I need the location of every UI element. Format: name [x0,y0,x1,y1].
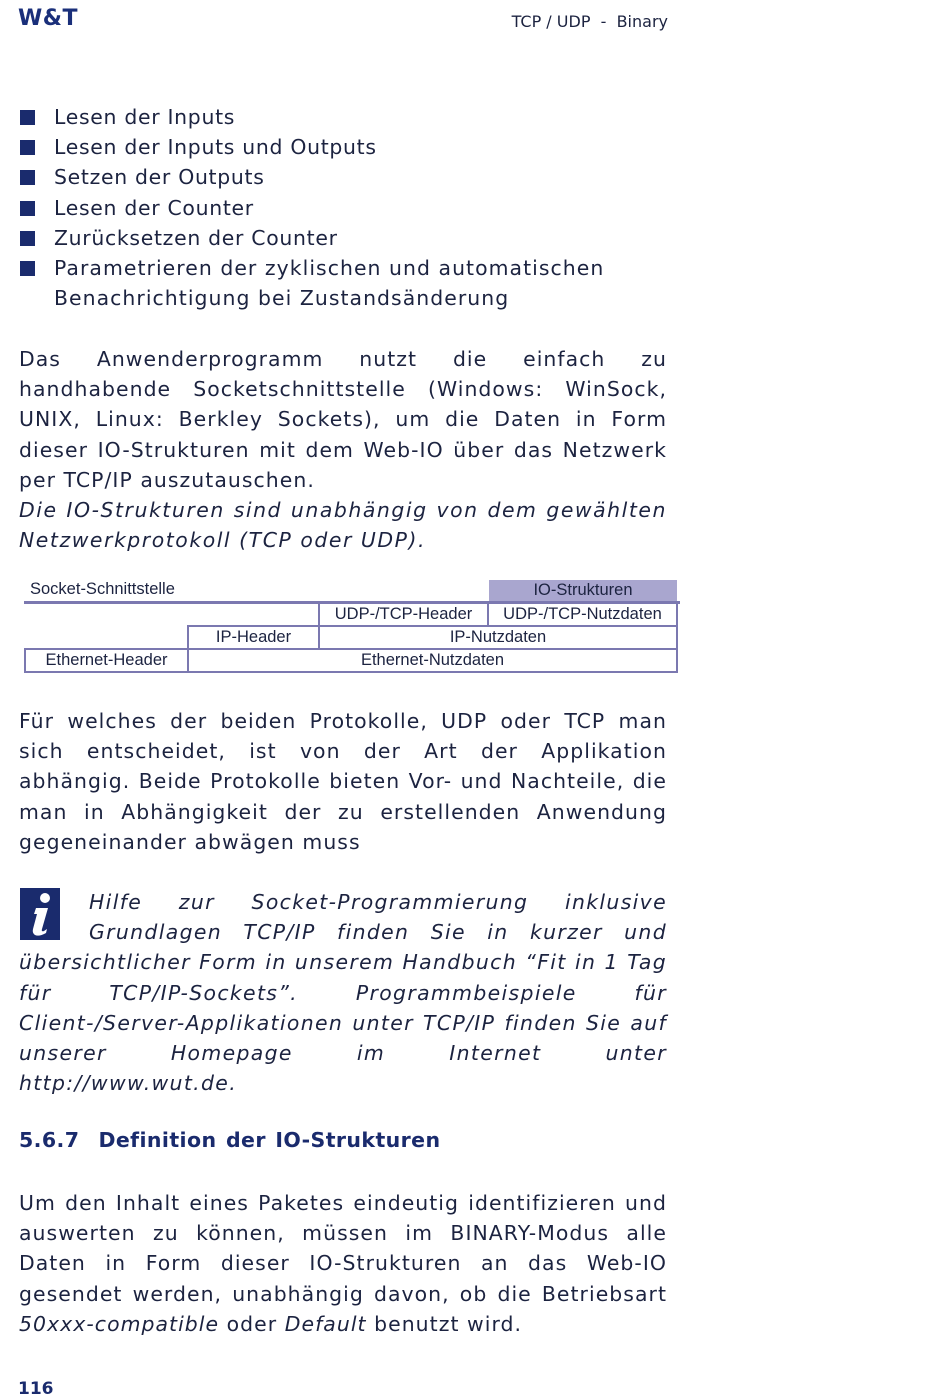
mode-name: 50xxx-compatible [19,1311,220,1336]
info-note-text: Hilfe zur Socket-Programmierung inklusive Grundlagen TCP/IP finden Sie in kurzer und übersichtlicher Form in unserem Handbuch “Fit in 1 Tag für TCP/IP-Sockets”. Programmbeispiele für Client-/Server-Applikationen unter TCP/IP finden Sie auf unserer Homepage im Internet unter http://www.wut.de. [19,890,667,1096]
page-number: 116 [18,1379,54,1399]
section-number: 5.6.7 [19,1128,80,1152]
bullet-square-icon [20,140,35,155]
running-head: TCP / UDP - Binary [511,12,668,31]
feature-list [19,102,667,313]
ip-header-cell: IP-Header [187,625,320,650]
paragraph-protocol-choice: Für welches der beiden Protokolle, UDP oder TCP man sich entscheidet, ist von der Art der Applikation abhängig. Beide Protokolle bieten Vor- und Nachteile, die man in Abhängigkeit der zu erstellenden Anwendung gegeneinander abwägen muss [19,709,667,854]
list-item: Lesen der Counter [19,193,667,223]
ip-payload-cell: IP-Nutzdaten [318,625,678,650]
paragraph-protocol-independence: Die IO-Strukturen sind unabhängig von dem gewählten Netzwerkprotokoll (TCP oder UDP). [19,498,667,553]
ethernet-payload-cell: Ethernet-Nutzdaten [187,648,678,673]
bullet-square-icon [20,261,35,276]
brand-logo: W&T [18,6,78,31]
section-heading [19,1128,440,1152]
list-item: Parametrieren der zyklischen und automatischen Benachrichtigung bei Zustandsänderung [19,253,667,313]
io-structures-box: IO-Strukturen [489,580,677,601]
bullet-square-icon [20,110,35,125]
info-note [19,887,667,1098]
list-item: Lesen der Inputs [19,102,667,132]
list-item: Setzen der Outputs [19,162,667,192]
paragraph-io-structures: Um den Inhalt eines Paketes eindeutig identifizieren und auswerten zu können, müssen im BINARY-Modus alle Daten in Form dieser IO-Strukturen an das Web-IO gesendet werden, unabhängig davon, ob die Betriebsart 50xxx-compatible oder Default benutzt wird. [19,1191,667,1336]
bullet-square-icon [20,201,35,216]
info-icon [19,887,61,941]
paragraph-socket-interface: Das Anwenderprogramm nutzt die einfach zu handhabende Socketschnittstelle (Windows: WinSock, UNIX, Linux: Berkley Sockets), um die Daten in Form dieser IO-Strukturen mit dem Web-IO über das Netzwerk per TCP/IP auszutauschen. [19,347,667,492]
list-item: Lesen der Inputs und Outputs [19,132,667,162]
bullet-square-icon [20,231,35,246]
list-item: Zurücksetzen der Counter [19,223,667,253]
protocol-layer-diagram [24,580,680,676]
section-title: Definition der IO-Strukturen [98,1128,441,1152]
udp-tcp-header-cell: UDP-/TCP-Header [318,602,489,627]
bullet-square-icon [20,170,35,185]
mode-name: Default [284,1311,367,1336]
ethernet-header-cell: Ethernet-Header [24,648,189,673]
udp-tcp-payload-cell: UDP-/TCP-Nutzdaten [487,602,678,627]
socket-interface-label: Socket-Schnittstelle [30,580,175,598]
